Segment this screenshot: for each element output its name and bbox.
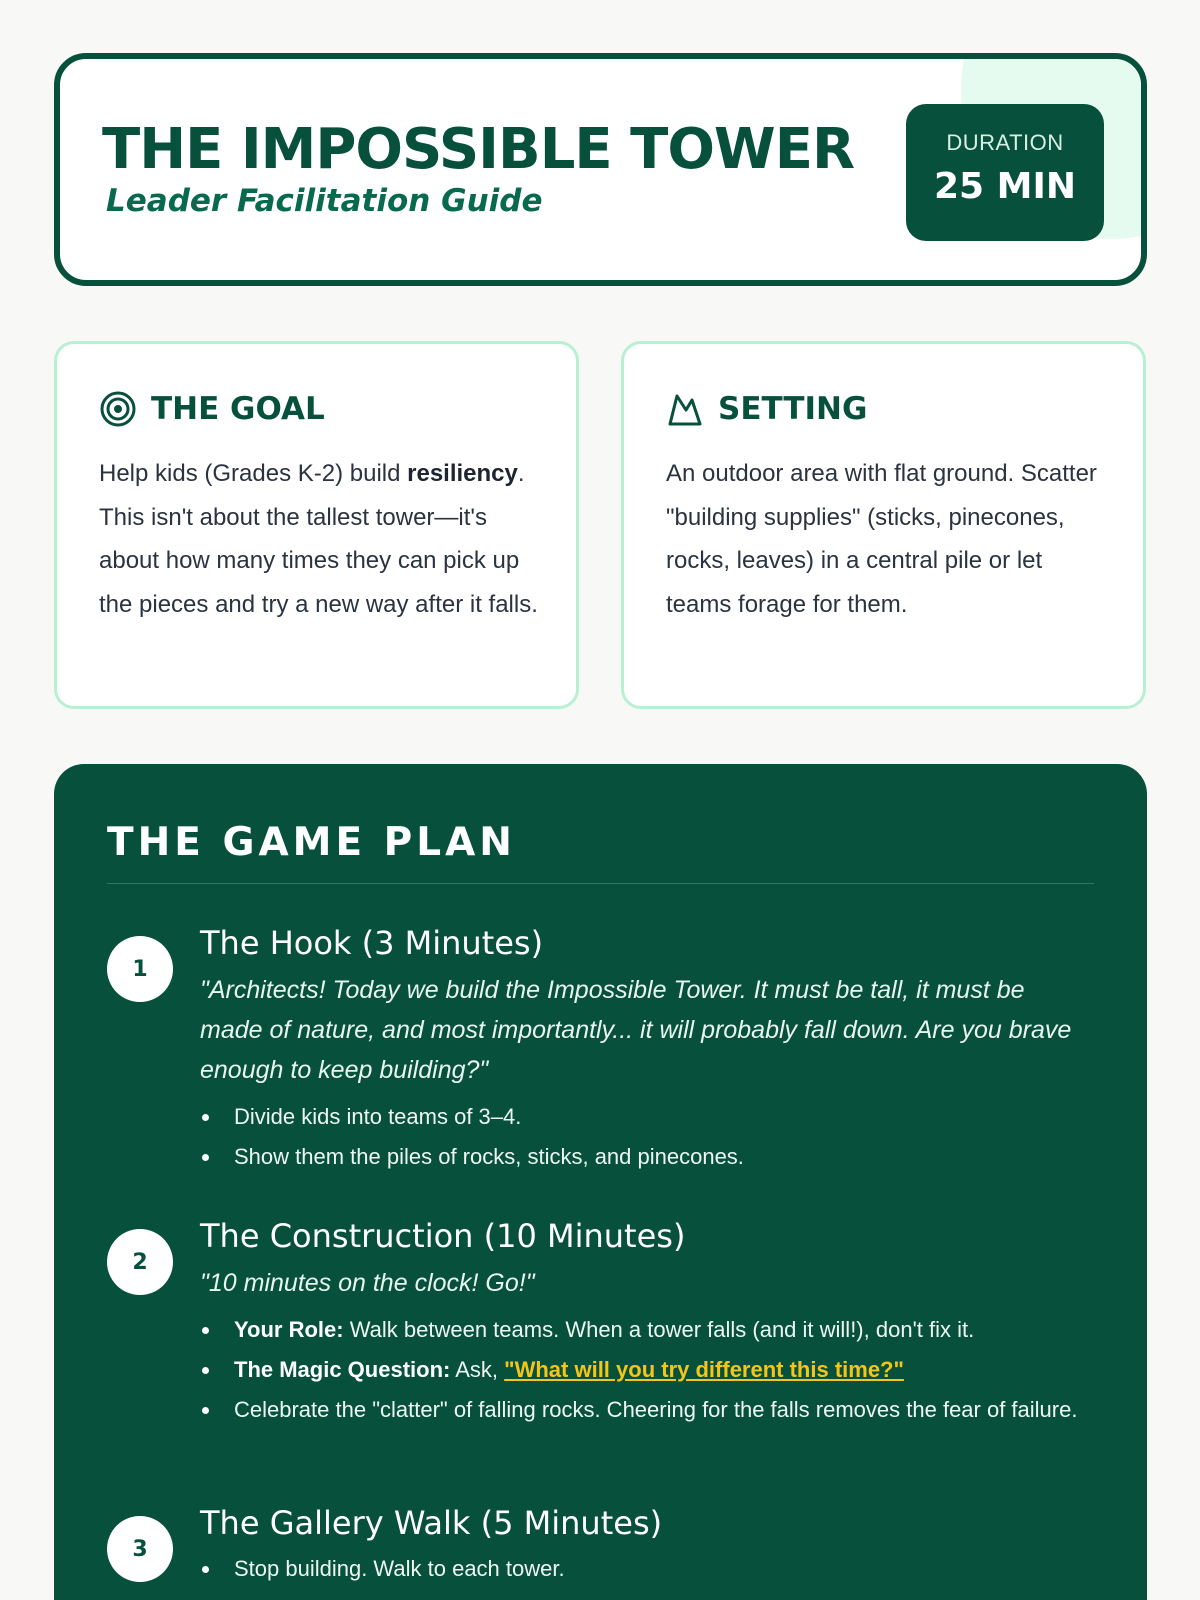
magic-question-link[interactable]: "What will you try different this time?" [504, 1357, 904, 1382]
list-item: Stop building. Walk to each tower. [200, 1552, 1080, 1585]
role-label: Your Role: [234, 1317, 344, 1342]
page-subtitle: Leader Facilitation Guide [106, 183, 543, 219]
list-item: Divide kids into teams of 3–4. [200, 1100, 1080, 1133]
step-title: The Hook (3 Minutes) [200, 924, 544, 962]
goal-card [54, 341, 579, 709]
goal-header [99, 390, 325, 428]
divider [107, 883, 1094, 884]
step-title: The Gallery Walk (5 Minutes) [200, 1504, 663, 1542]
step-title: The Construction (10 Minutes) [200, 1217, 686, 1255]
step-bullets [200, 1552, 1080, 1585]
list-item [200, 1353, 1080, 1386]
step-number: 2 [107, 1229, 173, 1295]
step-content [200, 1217, 1080, 1433]
magic-question-label: The Magic Question: [234, 1357, 451, 1382]
step-bullets [200, 1313, 1080, 1426]
step-content [200, 924, 1080, 1180]
duration-value: 25 MIN [934, 166, 1076, 207]
game-plan-section [54, 764, 1147, 1600]
list-item: Show them the piles of rocks, sticks, and pinecones. [200, 1140, 1080, 1173]
setting-header [666, 390, 867, 428]
goal-text-part: . This isn't about the tallest tower—it's about how many times they can pick up the pieces and try a new way after it falls. [99, 460, 538, 618]
setting-card [621, 341, 1146, 709]
duration-label: DURATION [946, 130, 1064, 155]
goal-title: THE GOAL [151, 391, 325, 427]
step-number: 3 [107, 1516, 173, 1582]
step-quote: "Architects! Today we build the Impossible Tower. It must be tall, it must be made of nature, and most importantly... it will probably fall down. Are you brave enough to keep building?" [200, 976, 1072, 1084]
role-text: Walk between teams. When a tower falls (and it will!), don't fix it. [343, 1317, 975, 1342]
game-plan-title: THE GAME PLAN [107, 820, 516, 865]
mountain-icon [666, 390, 704, 428]
magic-question-text: Ask, [450, 1357, 505, 1382]
page-title: THE IMPOSSIBLE TOWER [102, 117, 855, 182]
step-bullets [200, 1100, 1080, 1173]
goal-emphasis: resiliency [407, 460, 518, 487]
step-content [200, 1504, 1080, 1592]
step-number: 1 [107, 936, 173, 1002]
step-quote: "10 minutes on the clock! Go!" [200, 1269, 535, 1297]
duration-badge [906, 104, 1104, 241]
goal-text [99, 452, 539, 626]
setting-title: SETTING [718, 391, 868, 427]
setting-text: An outdoor area with flat ground. Scatter "building supplies" (sticks, pinecones, rocks, leaves) in a central pile or let teams forage for them. [666, 460, 1097, 618]
goal-text-part: Help kids (Grades K-2) build [99, 460, 401, 487]
target-icon [99, 390, 137, 428]
header-card [54, 53, 1147, 286]
list-item [200, 1313, 1080, 1346]
list-item: Celebrate the "clatter" of falling rocks. Cheering for the falls removes the fear of failure. [200, 1393, 1080, 1426]
